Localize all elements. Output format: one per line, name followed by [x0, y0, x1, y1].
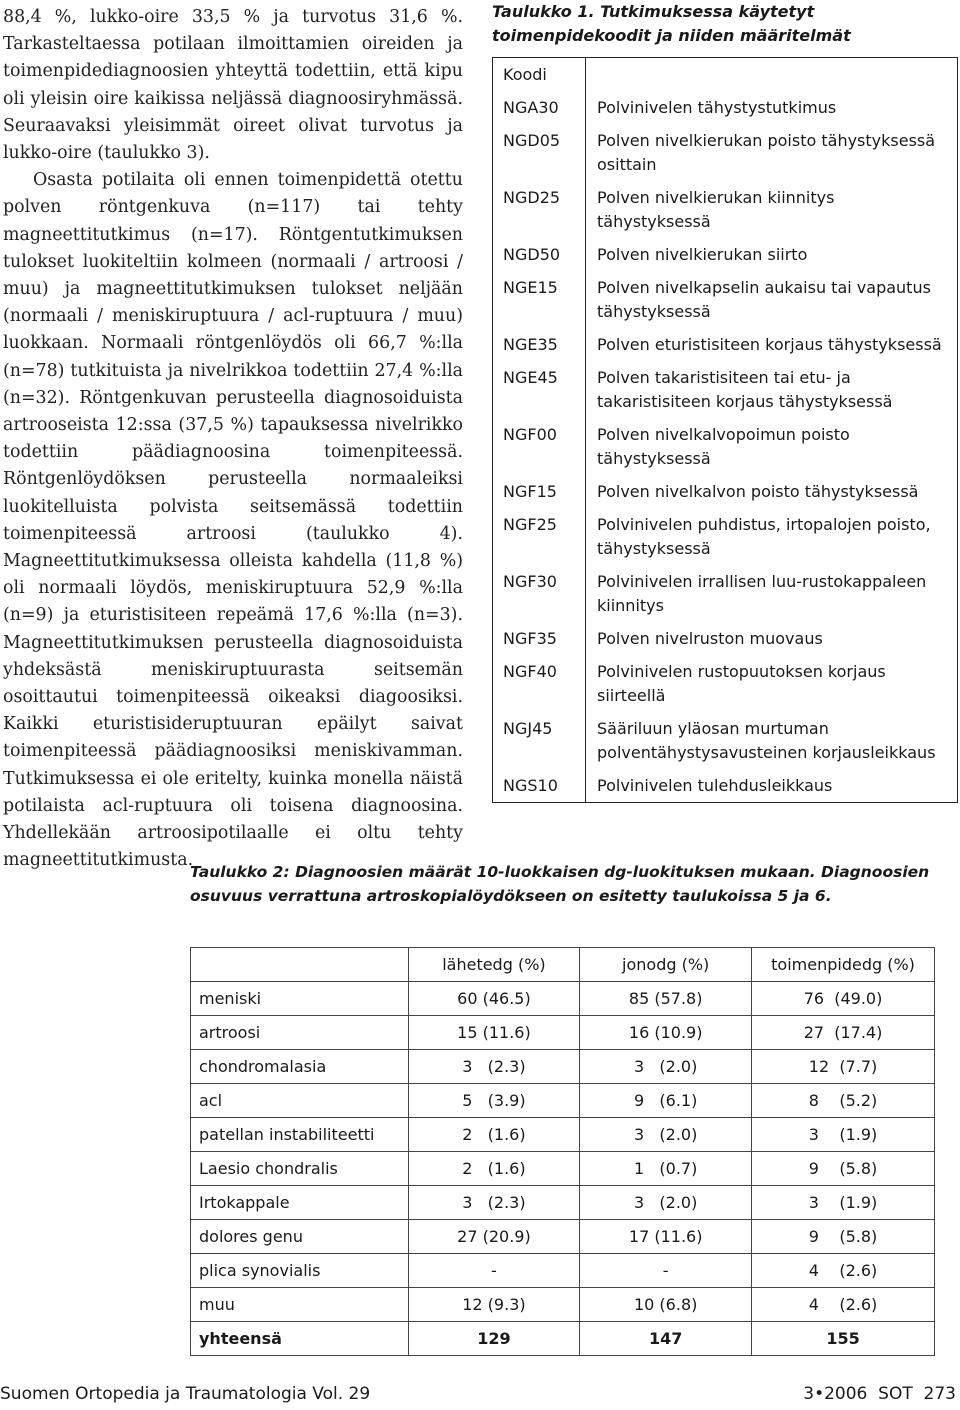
- table2-label-cell: chondromalasia: [191, 1050, 409, 1084]
- table2-row: [191, 1016, 935, 1050]
- table2-value-cell: 10 (6.8): [580, 1288, 752, 1322]
- table1-code-cell: NGF25: [493, 513, 586, 570]
- table2-header-row: [191, 948, 935, 982]
- table1-row: [493, 570, 958, 627]
- table1-row: [493, 660, 958, 717]
- table2-label-cell: Laesio chondralis: [191, 1152, 409, 1186]
- table2-value-cell: 3 (2.3): [408, 1186, 580, 1220]
- table1-row: [493, 366, 958, 423]
- table1-header-definition: [586, 58, 958, 97]
- table1-definition-cell: Polvinivelen rustopuutoksen korjaus siirteellä: [597, 662, 886, 705]
- table1-definition-cell: Polvinivelen tulehdusleikkaus: [597, 776, 833, 795]
- table1-definition-cell: Sääriluun yläosan murtuman polventähystysavusteinen korjausleikkaus: [597, 719, 936, 762]
- table2-row: [191, 1186, 935, 1220]
- table2-value-cell: 9 (6.1): [580, 1084, 752, 1118]
- table1-definition-cell: Polven nivelkierukan siirto: [597, 245, 808, 264]
- table2-label-cell: patellan instabiliteetti: [191, 1118, 409, 1152]
- table2-row: [191, 982, 935, 1016]
- table2-value-cell: 8 (5.2): [752, 1084, 935, 1118]
- table2-label-cell: meniski: [191, 982, 409, 1016]
- table2-value-cell: 1 (0.7): [580, 1152, 752, 1186]
- table1-row: [493, 276, 958, 333]
- table2-value-cell: 3 (1.9): [752, 1186, 935, 1220]
- table2-value-cell: 9 (5.8): [752, 1220, 935, 1254]
- table2-value-cell: 4 (2.6): [752, 1288, 935, 1322]
- table2-value-cell: 3 (2.0): [580, 1050, 752, 1084]
- table2-value-cell: 27 (20.9): [408, 1220, 580, 1254]
- table2-value-cell: 147: [580, 1322, 752, 1356]
- table1-row: [493, 774, 958, 803]
- table1-definition-cell: Polven nivelruston muovaus: [597, 629, 823, 648]
- table1-definition-cell: Polvinivelen puhdistus, irtopalojen poisto, tähystyksessä: [597, 515, 931, 558]
- table2-label-cell: yhteensä: [191, 1322, 409, 1356]
- table2-total-row: [191, 1322, 935, 1356]
- table2-value-cell: 15 (11.6): [408, 1016, 580, 1050]
- table2-value-cell: 76 (49.0): [752, 982, 935, 1016]
- table1-code-cell: NGD05: [493, 129, 586, 186]
- table1-row: [493, 513, 958, 570]
- table2-value-cell: 60 (46.5): [408, 982, 580, 1016]
- table1-code-cell: NGE35: [493, 333, 586, 366]
- table1-definition-cell: Polven nivelkalvopoimun poisto tähystyksessä: [597, 425, 850, 468]
- table1-row: [493, 423, 958, 480]
- table2-value-cell: 9 (5.8): [752, 1152, 935, 1186]
- body-paragraph-2: Osasta potilaita oli ennen toimenpidettä otettu polven röntgenkuva (n=117) tai tehty magneettitutkimus (n=17). Röntgentutkimuksen tulokset luokiteltiin kolmeen (normaali / artroosi / muu) ja magneettitutkimuksen tulokset neljään (normaali / meniskiruptuura / acl-ruptuura / muu) luokkaan. Normaali röntgenlöydös oli 66,7 %:lla (n=78) tutkituista ja nivelrikkoa todettiin 27,4 %:lla (n=32). Röntgenkuvan perusteella diagnosoiduista artrooseista 12:ssa (37,5 %) tapauksessa nivelrikko todettiin päädiagnoosina toimenpiteessä. Röntgenlöydöksen perusteella normaaleiksi luokitelluista polvista seitsemässä todettiin toimenpiteessä artroosi (taulukko 4). Magneettitutkimuksessa olleista kahdella (11,8 %) oli normaali löydös, meniskiruptuura 52,9 %:lla (n=9) ja eturistisiteen repeämä 17,6 %:lla (n=3). Magneettitutkimuksen perusteella diagnosoiduista yhdeksästä meniskiruptuurasta seitsemän osoittautui toimenpiteessä oikeaksi diagoosiksi. Kaikki eturistisideruptuuran epäilyt saivat toimenpiteessä päädiagnoosiksi meniskivamman. Tutkimuksessa ei ole eritelty, kuinka monella näistä potilaista acl-ruptuura oli toisena diagnoosina. Yhdellekään artroosipotilaalle ei oltu tehty magneettitutkimusta.: [3, 170, 463, 871]
- table1-code-cell: NGF35: [493, 627, 586, 660]
- table1-code-cell: NGF30: [493, 570, 586, 627]
- table2-value-cell: 4 (2.6): [752, 1254, 935, 1288]
- table2-value-cell: 12 (9.3): [408, 1288, 580, 1322]
- table2-value-cell: 12 (7.7): [752, 1050, 935, 1084]
- table2-header-jonodg: jonodg (%): [580, 948, 752, 982]
- table1-code-cell: NGJ45: [493, 717, 586, 774]
- table1-row: [493, 186, 958, 243]
- table1-row: [493, 129, 958, 186]
- table1-code-cell: NGD25: [493, 186, 586, 243]
- table2-value-cell: 2 (1.6): [408, 1152, 580, 1186]
- table2-value-cell: 27 (17.4): [752, 1016, 935, 1050]
- table2-label-cell: muu: [191, 1288, 409, 1322]
- table2-row: [191, 1118, 935, 1152]
- table1-procedure-codes: [492, 57, 958, 803]
- footer-section: SOT: [878, 1384, 913, 1404]
- table1-code-cell: NGS10: [493, 774, 586, 803]
- footer-page-number: 273: [923, 1384, 956, 1404]
- table1-row: [493, 96, 958, 129]
- table2-caption: Taulukko 2: Diagnoosien määrät 10-luokkaisen dg-luokituksen mukaan. Diagnoosien osuvuus verrattuna artroskopialöydökseen on esitetty taulukoissa 5 ja 6.: [190, 863, 930, 905]
- body-text-column: [3, 4, 463, 875]
- table2-value-cell: 3 (2.0): [580, 1118, 752, 1152]
- table2-row: [191, 1220, 935, 1254]
- table1-code-cell: NGF40: [493, 660, 586, 717]
- table2-value-cell: -: [408, 1254, 580, 1288]
- table1-row: [493, 243, 958, 276]
- table2-label-cell: artroosi: [191, 1016, 409, 1050]
- table1-definition-cell: Polven nivelkierukan kiinnitys tähystyksessä: [597, 188, 835, 231]
- table1-caption: Taulukko 1. Tutkimuksessa käytetyt toimenpidekoodit ja niiden määritelmät: [492, 2, 851, 45]
- footer-issue-info: [803, 1384, 956, 1404]
- table2-value-cell: 5 (3.9): [408, 1084, 580, 1118]
- table1-row: [493, 717, 958, 774]
- table2-row: [191, 1050, 935, 1084]
- table1-definition-cell: Polvinivelen tähystystutkimus: [597, 98, 837, 117]
- table2-label-cell: acl: [191, 1084, 409, 1118]
- table1-definition-cell: Polven eturistisiteen korjaus tähystyksessä: [597, 335, 942, 354]
- table2-row: [191, 1152, 935, 1186]
- table1-definition-cell: Polven takaristisiteen tai etu- ja takaristisiteen korjaus tähystyksessä: [597, 368, 893, 411]
- table1-code-cell: NGF00: [493, 423, 586, 480]
- table1-code-cell: NGF15: [493, 480, 586, 513]
- table1-code-cell: NGD50: [493, 243, 586, 276]
- table1-header-code: Koodi: [493, 58, 586, 97]
- table2-value-cell: 3 (2.3): [408, 1050, 580, 1084]
- table1-code-cell: NGE15: [493, 276, 586, 333]
- table1-header-row: [493, 58, 958, 97]
- table1-definition-cell: Polven nivelkierukan poisto tähystyksessä osittain: [597, 131, 936, 174]
- table2-header-label: [191, 948, 409, 982]
- table2-value-cell: 16 (10.9): [580, 1016, 752, 1050]
- table1-row: [493, 480, 958, 513]
- table2-value-cell: 3 (1.9): [752, 1118, 935, 1152]
- table2-header-lahetedg: lähetedg (%): [408, 948, 580, 982]
- footer-issue: 3•2006: [803, 1384, 868, 1404]
- table2-value-cell: 3 (2.0): [580, 1186, 752, 1220]
- table2-row: [191, 1084, 935, 1118]
- table1-row: [493, 333, 958, 366]
- table2-label-cell: dolores genu: [191, 1220, 409, 1254]
- table2-value-cell: 85 (57.8): [580, 982, 752, 1016]
- table1-definition-cell: Polven nivelkapselin aukaisu tai vapautus tähystyksessä: [597, 278, 931, 321]
- table2-diagnosis-counts: [190, 947, 935, 1356]
- table1-definition-cell: Polvinivelen irrallisen luu-rustokappaleen kiinnitys: [597, 572, 927, 615]
- table2-value-cell: -: [580, 1254, 752, 1288]
- table1-definition-cell: Polven nivelkalvon poisto tähystyksessä: [597, 482, 919, 501]
- table2-header-toimenpidedg: toimenpidedg (%): [752, 948, 935, 982]
- table2-value-cell: 155: [752, 1322, 935, 1356]
- table1-code-cell: NGE45: [493, 366, 586, 423]
- table1-row: [493, 627, 958, 660]
- table1-code-cell: NGA30: [493, 96, 586, 129]
- table2-label-cell: Irtokappale: [191, 1186, 409, 1220]
- table2-value-cell: 129: [408, 1322, 580, 1356]
- table2-label-cell: plica synovialis: [191, 1254, 409, 1288]
- table2-value-cell: 2 (1.6): [408, 1118, 580, 1152]
- table2-row: [191, 1288, 935, 1322]
- footer-journal-name: Suomen Ortopedia ja Traumatologia Vol. 29: [0, 1384, 371, 1404]
- table2-row: [191, 1254, 935, 1288]
- body-paragraph-1: 88,4 %, lukko-oire 33,5 % ja turvotus 31,6 %. Tarkasteltaessa potilaan ilmoittamien oireiden ja toimenpidediagnoosien yhteyttä todettiin, että kipu oli yleisin oire kaikissa neljässä diagnoosiryhmässä. Seuraavaksi yleisimmät oireet olivat turvotus ja lukko-oire (taulukko 3).: [3, 7, 463, 164]
- table2-value-cell: 17 (11.6): [580, 1220, 752, 1254]
